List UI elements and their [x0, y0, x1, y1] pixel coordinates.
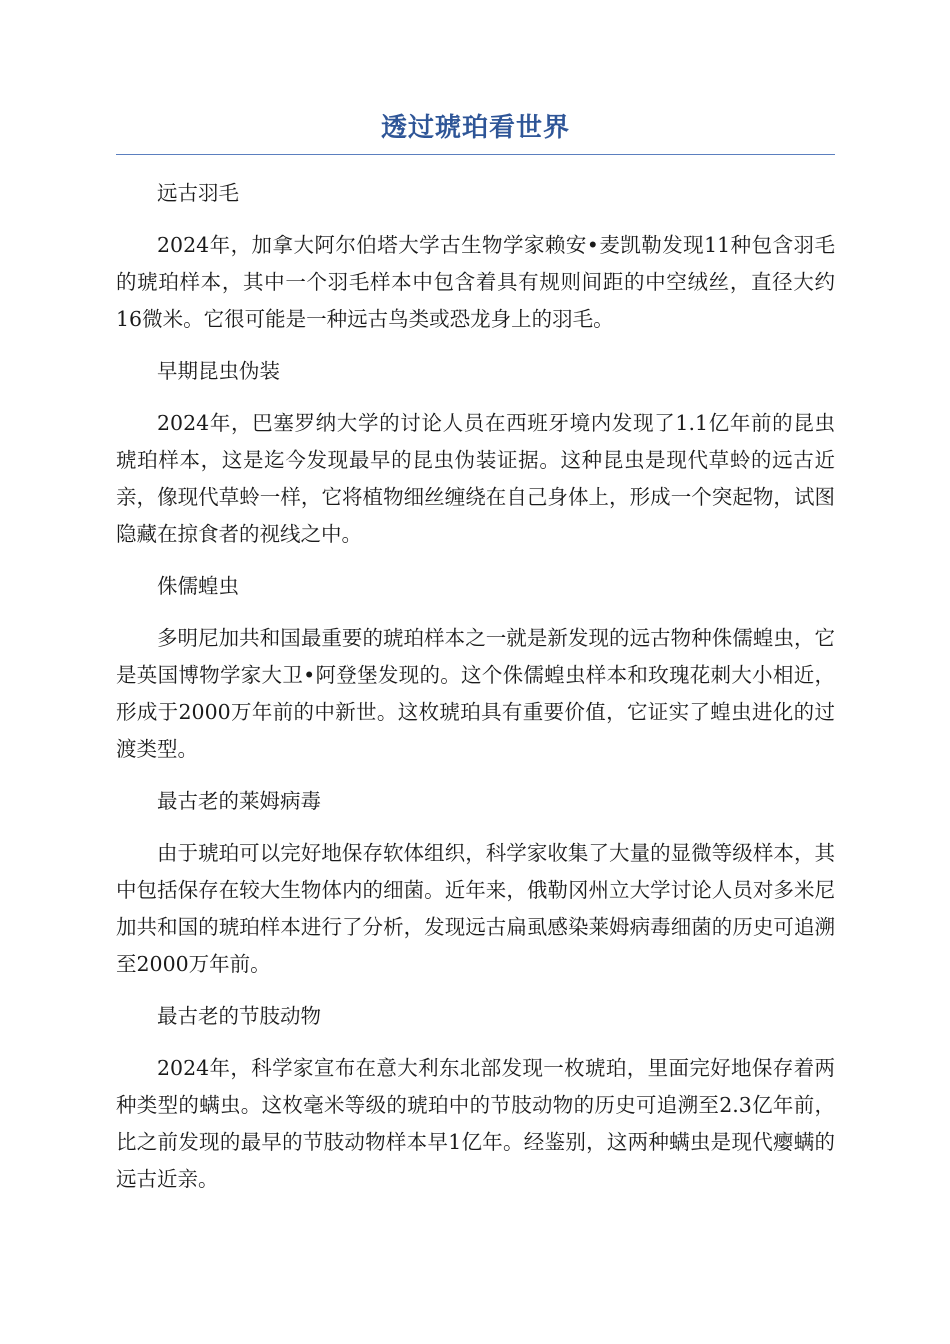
section-body-lyme-bacteria: 由于琥珀可以完好地保存软体组织，科学家收集了大量的显微等级样本，其中包括保存在较大生物体内的细菌。近年来，俄勒冈州立大学讨论人员对多米尼加共和国的琥珀样本进行了分析，发现远古扁虱感染莱姆病毒细菌的历史可追溯至2000万年前。 [116, 841, 835, 976]
section-body-insect-camouflage: 2024年，巴塞罗纳大学的讨论人员在西班牙境内发现了1.1亿年前的昆虫琥珀样本，这是迄今发现最早的昆虫伪装证据。这种昆虫是现代草蛉的远古近亲，像现代草蛉一样，它将植物细丝缠绕在自己身体上，形成一个突起物，试图隐藏在掠食者的视线之中。 [116, 411, 835, 546]
section-heading-insect-camouflage: 早期昆虫伪装 [157, 359, 280, 383]
section-heading-lyme-bacteria: 最古老的莱姆病毒 [157, 789, 321, 813]
section-heading-oldest-arthropod: 最古老的节肢动物 [157, 1004, 321, 1028]
section-body-ancient-feathers: 2024年，加拿大阿尔伯塔大学古生物学家赖安•麦凯勒发现11种包含羽毛的琥珀样本，其中一个羽毛样本中包含着具有规则间距的中空绒丝，直径大约16微米。它很可能是一种远古鸟类或恐龙身上的羽毛。 [116, 233, 835, 331]
document-body [116, 175, 835, 1198]
section-body-oldest-arthropod: 2024年，科学家宣布在意大利东北部发现一枚琥珀，里面完好地保存着两种类型的螨虫。这枚毫米等级的琥珀中的节肢动物的历史可追溯至2.3亿年前，比之前发现的最早的节肢动物样本早1亿年。经鉴别，这两种螨虫是现代瘿螨的远古近亲。 [116, 1056, 835, 1191]
section-body-pygmy-locust: 多明尼加共和国最重要的琥珀样本之一就是新发现的远古物种侏儒蝗虫，它是英国博物学家大卫•阿登堡发现的。这个侏儒蝗虫样本和玫瑰花刺大小相近，形成于2000万年前的中新世。这枚琥珀具有重要价值，它证实了蝗虫进化的过渡类型。 [116, 626, 835, 761]
document-page [116, 108, 835, 1213]
section-heading-pygmy-locust: 侏儒蝗虫 [157, 574, 239, 598]
document-title: 透过琥珀看世界 [116, 108, 835, 155]
section-heading-ancient-feathers: 远古羽毛 [157, 181, 239, 205]
